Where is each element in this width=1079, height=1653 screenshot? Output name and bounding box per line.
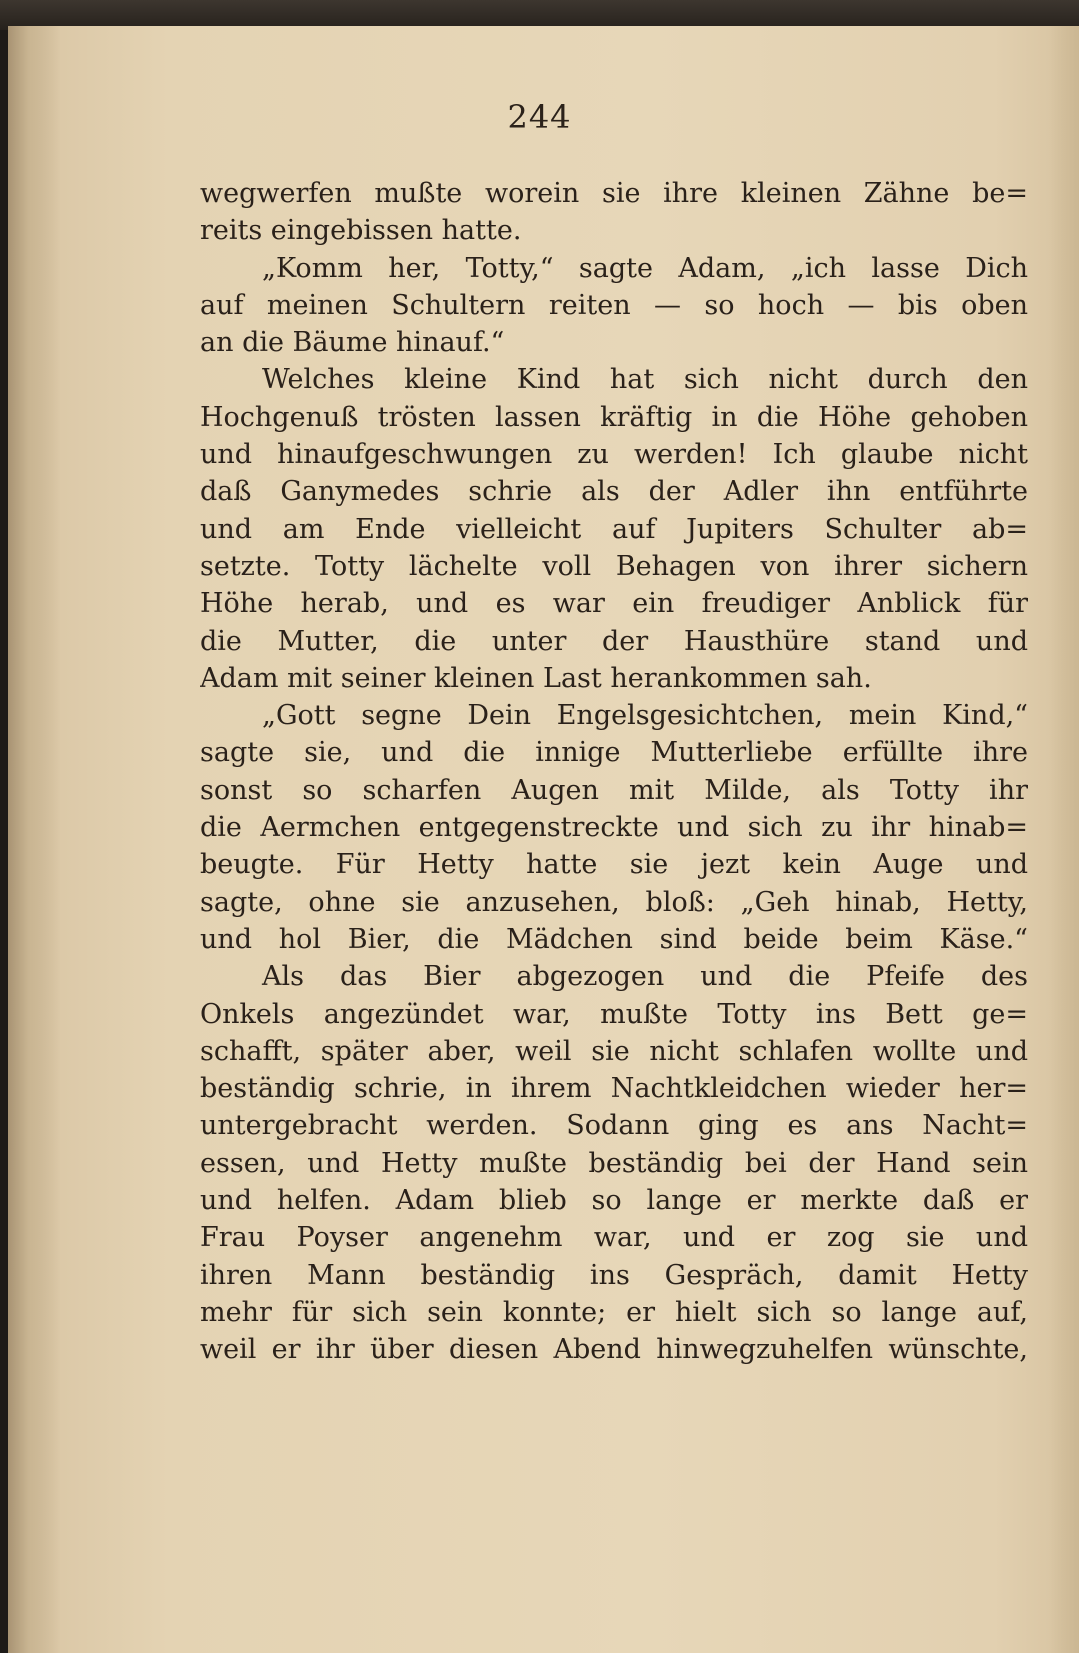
page-right-edge [1049,26,1079,1653]
text-line: untergebracht werden. Sodann ging es ans Nacht= [200,1110,1028,1142]
text-line: beugte. Für Hetty hatte sie jezt kein Auge und [200,849,1028,881]
text-line: sagte sie, und die innige Mutterliebe erfüllte ihre [200,737,1028,769]
text-line: weil er ihr über diesen Abend hinwegzuhelfen wünschte, [200,1334,1028,1366]
text-line: an die Bäume hinauf.“ [200,327,505,359]
text-line: mehr für sich sein konnte; er hielt sich so lange auf, [200,1296,1028,1328]
text-line: „Komm her, Totty,“ sagte Adam, „ich lasse Dich [262,252,1028,284]
text-line: die Aermchen entgegenstreckte und sich zu ihr hinab= [200,812,1028,844]
text-line: reits eingebissen hatte. [200,215,522,247]
text-line: daß Ganymedes schrie als der Adler ihn entführte [200,476,1028,508]
text-line: beständig schrie, in ihrem Nachtkleidchen wieder her= [200,1073,1028,1105]
text-line: Onkels angezündet war, mußte Totty ins Bett ge= [200,998,1028,1030]
text-line: Höhe herab, und es war ein freudiger Anblick für [200,588,1028,620]
text-line: sonst so scharfen Augen mit Milde, als Totty ihr [200,774,1028,806]
text-line: und am Ende vielleicht auf Jupiters Schulter ab= [200,513,1028,545]
text-line: auf meinen Schultern reiten — so hoch — bis oben [200,289,1028,321]
text-line: und hinaufgeschwungen zu werden! Ich glaube nicht [200,439,1028,471]
text-line: die Mutter, die unter der Hausthüre stand und [200,625,1028,657]
text-line: Hochgenuß trösten lassen kräftig in die Höhe gehoben [200,401,1028,433]
text-line: schafft, später aber, weil sie nicht schlafen wollte und [200,1035,1028,1067]
text-line: Als das Bier abgezogen und die Pfeife des [262,961,1028,993]
text-line: und hol Bier, die Mädchen sind beide beim Käse.“ [200,923,1028,955]
text-line: und helfen. Adam blieb so lange er merkte daß er [200,1185,1028,1217]
text-line: ihren Mann beständig ins Gespräch, damit Hetty [200,1259,1028,1291]
text-line: Adam mit seiner kleinen Last herankommen sah. [200,662,872,694]
text-line: essen, und Hetty mußte beständig bei der Hand sein [200,1147,1028,1179]
page-number: 244 [507,98,572,136]
text-line: Welches kleine Kind hat sich nicht durch den [262,364,1028,396]
page-gutter-shadow [8,26,60,1653]
body-text [200,175,1028,1369]
text-line: Frau Poyser angenehm war, und er zog sie und [200,1222,1028,1254]
text-line: sagte, ohne sie anzusehen, bloß: „Geh hinab, Hetty, [200,886,1028,918]
text-line: „Gott segne Dein Engelsgesichtchen, mein Kind,“ [262,700,1028,732]
text-line: setzte. Totty lächelte voll Behagen von ihrer sichern [200,550,1028,582]
text-line: wegwerfen mußte worein sie ihre kleinen Zähne be= [200,178,1028,209]
